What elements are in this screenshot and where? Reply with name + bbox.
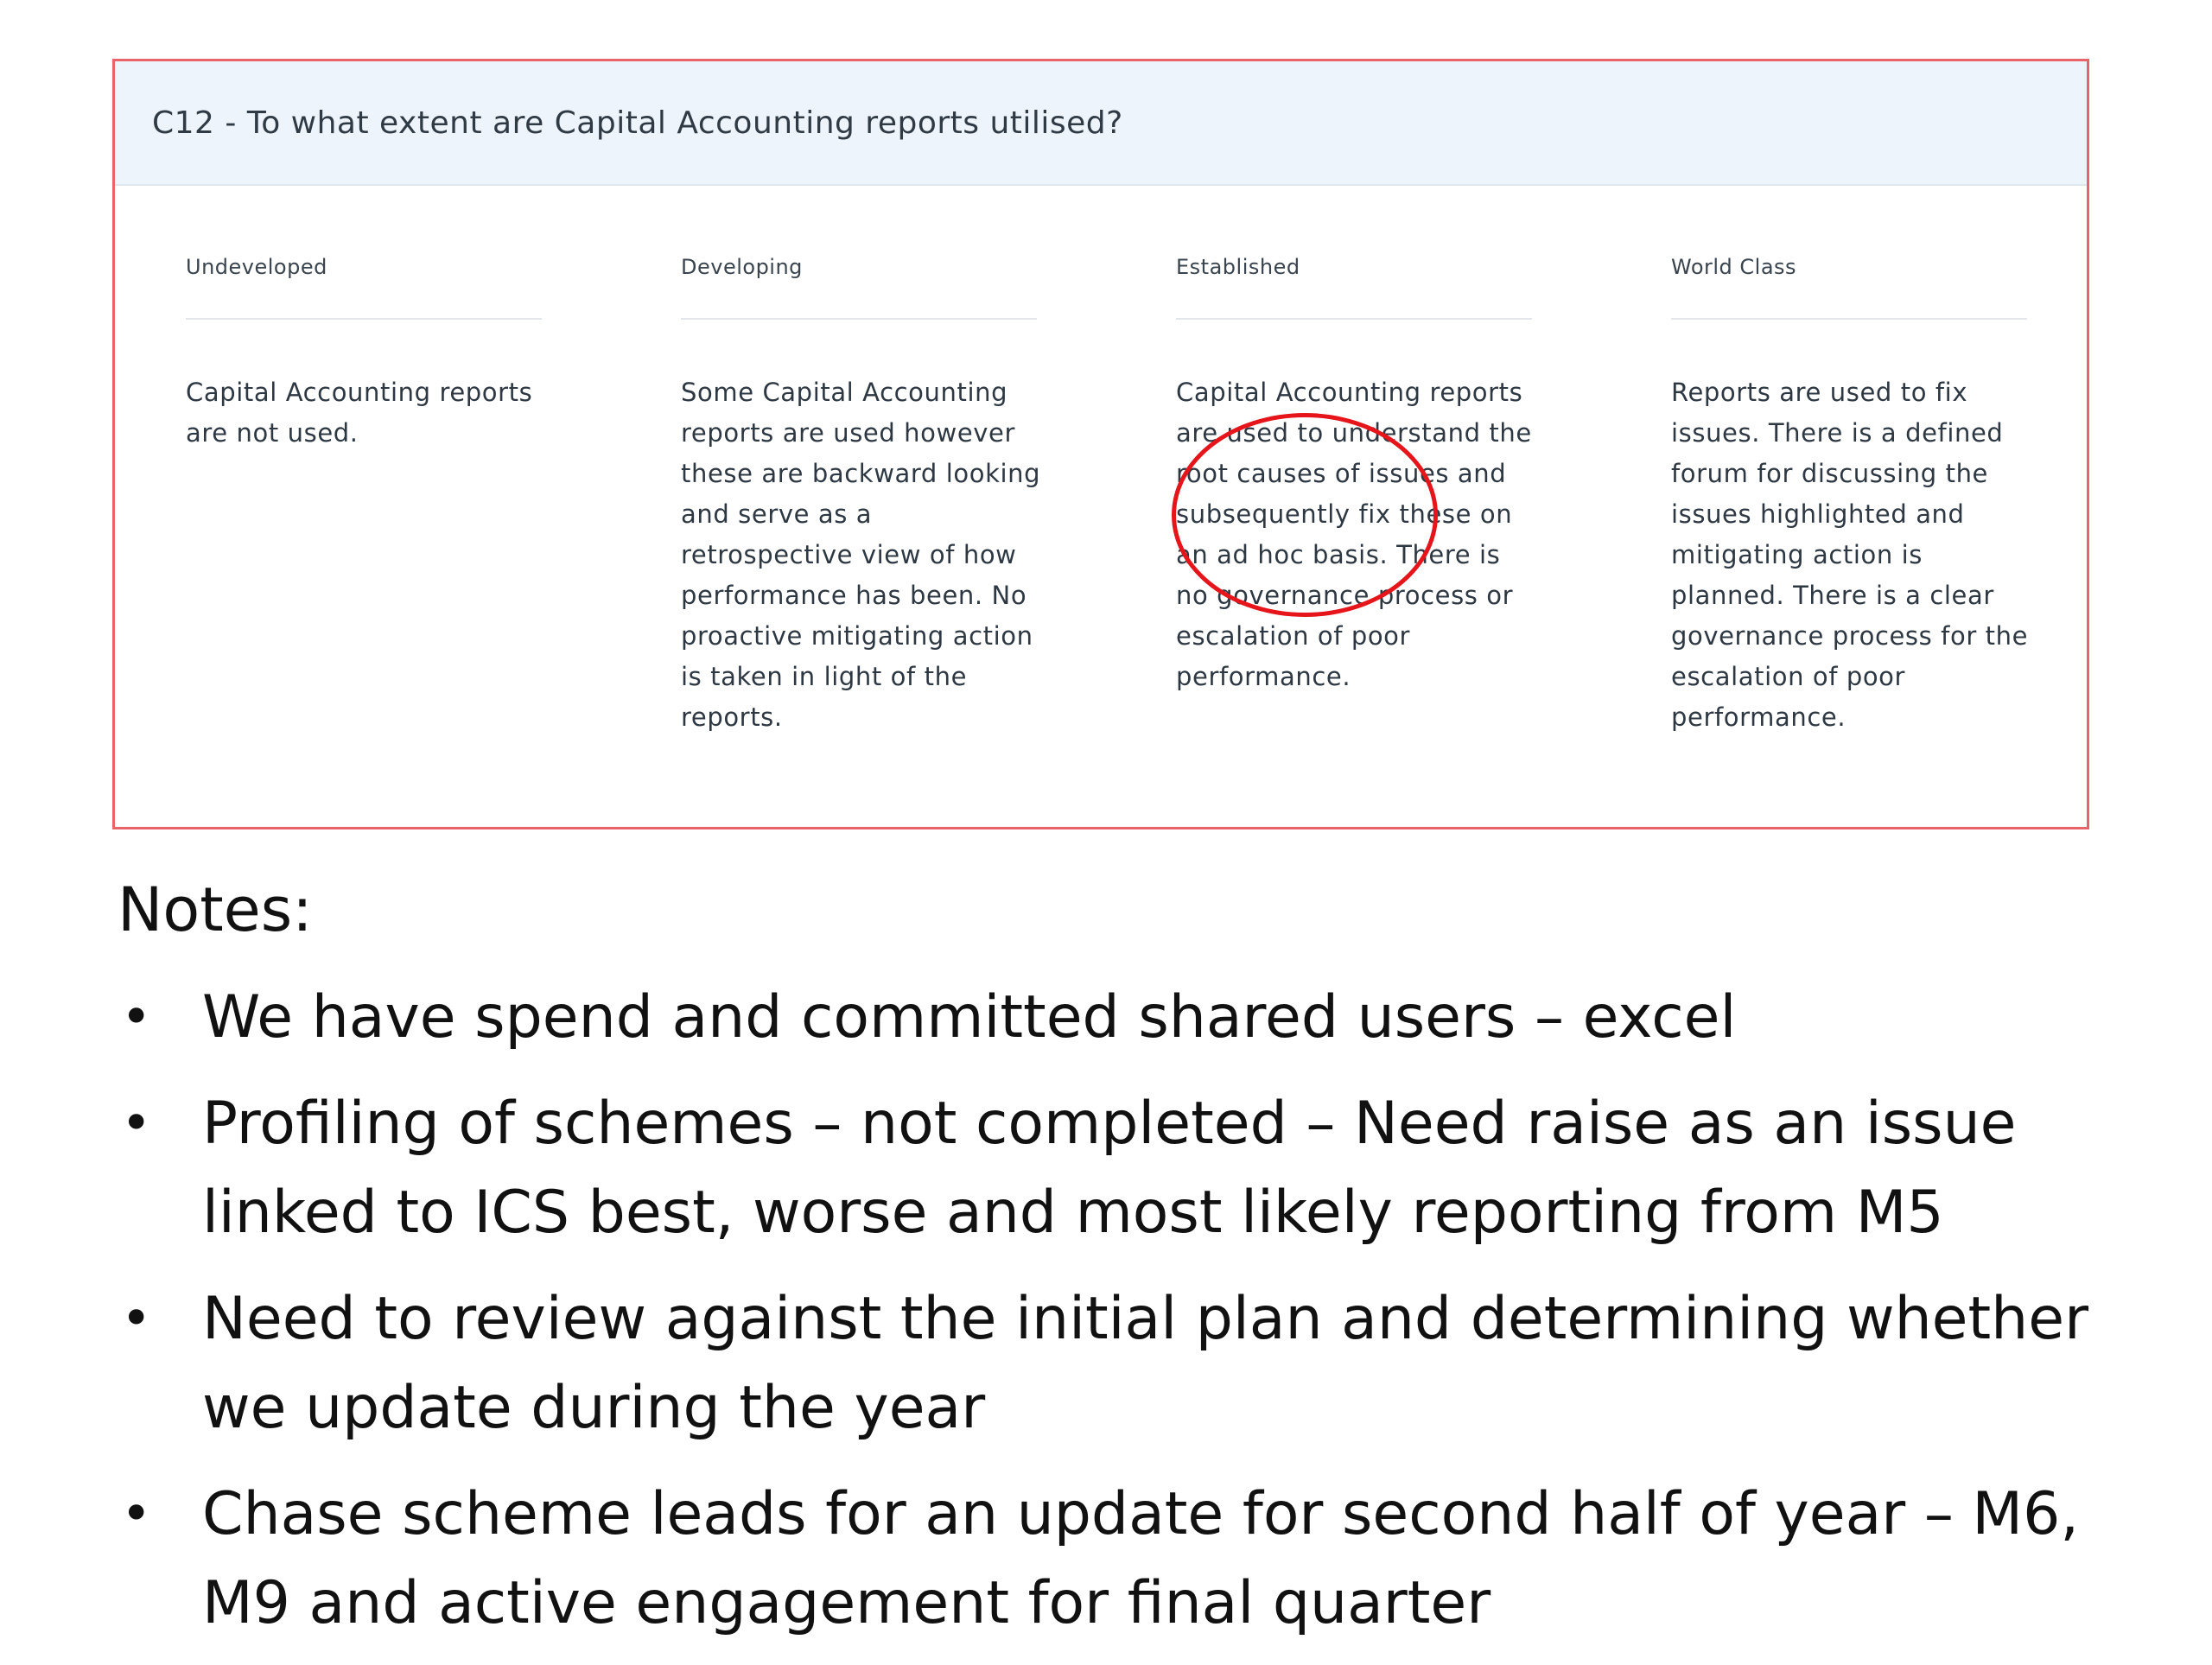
level-name: Established xyxy=(1176,255,1300,279)
notes-list xyxy=(118,973,2157,1665)
level-description: Reports are used to fix issues. There is a defined forum for discussing the issues highlighted and mitigating action is planned. There is a clear governance process for the escalation of poor performance. xyxy=(1671,378,2029,732)
list-item xyxy=(118,1470,2157,1648)
question-title: C12 - To what extent are Capital Accounting reports utilised? xyxy=(152,105,1123,141)
level-divider xyxy=(681,318,1037,320)
bullet-icon: • xyxy=(121,1288,152,1349)
maturity-levels xyxy=(115,186,2087,829)
maturity-card xyxy=(112,59,2089,829)
level-description: Some Capital Accounting reports are used however these are backward looking and serve as a retrospective view of how performance has been. No proactive mitigating action is taken in light of the reports. xyxy=(681,378,1041,732)
level-divider xyxy=(1671,318,2027,320)
list-item-text: Profiling of schemes – not completed – Need raise as an issue linked to ICS best, worse and most likely reporting from M5 xyxy=(202,1090,2017,1247)
list-item xyxy=(118,1079,2157,1257)
level-name: World Class xyxy=(1671,255,1797,279)
card-header xyxy=(115,61,2087,186)
level-name: Developing xyxy=(681,255,803,279)
level-description: Capital Accounting reports are used to understand the root causes of issues and subsequently fix these on an ad hoc basis. There is no governance process or escalation of poor performance. xyxy=(1176,378,1532,691)
level-description: Capital Accounting reports are not used. xyxy=(186,378,533,448)
list-item-text: We have spend and committed shared users – excel xyxy=(202,983,1737,1052)
level-divider xyxy=(1176,318,1532,320)
notes-heading: Notes: xyxy=(118,874,313,945)
list-item-text: Chase scheme leads for an update for second half of year – M6, M9 and active engagement for final quarter xyxy=(202,1480,2079,1637)
level-name: Undeveloped xyxy=(186,255,327,279)
bullet-icon: • xyxy=(121,1484,152,1544)
list-item xyxy=(118,973,2157,1062)
bullet-icon: • xyxy=(121,987,152,1047)
list-item xyxy=(118,1274,2157,1452)
level-divider xyxy=(186,318,542,320)
bullet-icon: • xyxy=(121,1093,152,1153)
list-item-text: Need to review against the initial plan and determining whether we update during the year xyxy=(202,1285,2089,1442)
